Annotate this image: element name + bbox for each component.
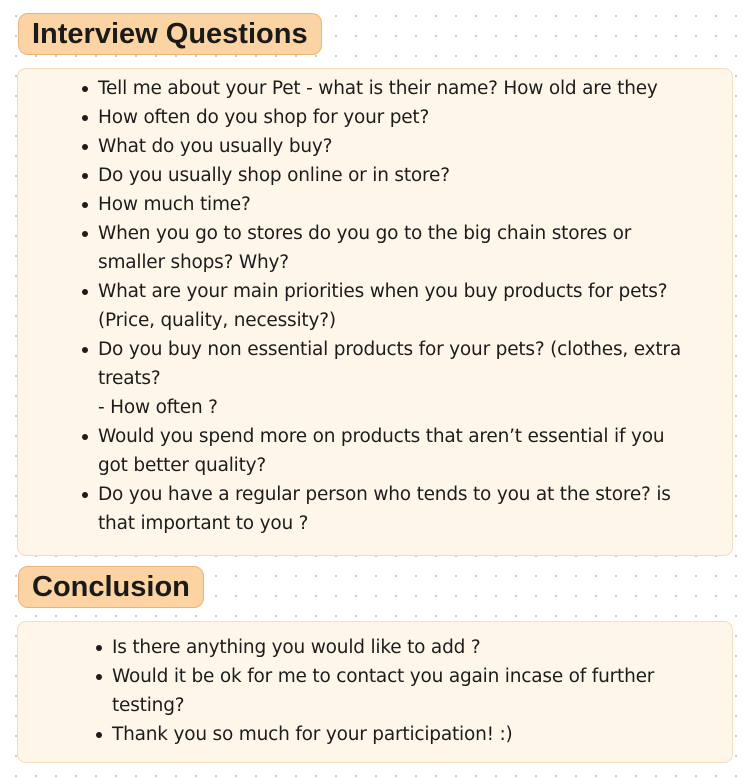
- list-item: [98, 161, 708, 190]
- bullet-icon: [82, 434, 88, 440]
- list-item-text: that important to you ?: [98, 513, 309, 534]
- bullet-icon: [82, 115, 88, 121]
- list-item: [98, 219, 708, 277]
- list-item: [98, 190, 708, 219]
- list-item-text: got better quality?: [98, 455, 267, 476]
- bullet-icon: [82, 492, 88, 498]
- list-item: [112, 662, 702, 720]
- list-item: [98, 277, 708, 335]
- interview-questions-list: [98, 74, 708, 538]
- bullet-icon: [96, 674, 102, 680]
- list-item-text: What do you usually buy?: [98, 136, 333, 157]
- list-item-text: How often do you shop for your pet?: [98, 107, 430, 128]
- conclusion-card: [17, 621, 733, 763]
- interview-questions-card: [17, 68, 733, 556]
- list-item-text: testing?: [112, 695, 185, 716]
- bullet-icon: [82, 231, 88, 237]
- bullet-icon: [82, 173, 88, 179]
- bullet-icon: [82, 289, 88, 295]
- section-title-interview-questions: Interview Questions: [18, 13, 322, 55]
- list-item-text: What are your main priorities when you buy products for pets?: [98, 281, 668, 302]
- list-item: [98, 74, 708, 103]
- list-item: [98, 335, 708, 422]
- conclusion-list: [112, 633, 702, 749]
- list-item: [112, 633, 702, 662]
- list-item-text: Tell me about your Pet - what is their name? How old are they: [98, 78, 658, 99]
- list-item: [112, 720, 702, 749]
- section-title-conclusion: Conclusion: [18, 566, 204, 608]
- list-item-text: - How often ?: [98, 397, 218, 418]
- list-item-text: (Price, quality, necessity?): [98, 310, 336, 331]
- bullet-icon: [96, 732, 102, 738]
- bullet-icon: [82, 202, 88, 208]
- list-item: [98, 132, 708, 161]
- list-item-text: Would it be ok for me to contact you again incase of further: [112, 666, 655, 687]
- list-item-text: treats?: [98, 368, 161, 389]
- list-item: [98, 103, 708, 132]
- bullet-icon: [82, 144, 88, 150]
- list-item-text: smaller shops? Why?: [98, 252, 289, 273]
- list-item-text: Do you buy non essential products for your pets? (clothes, extra: [98, 339, 681, 360]
- list-item-text: Do you usually shop online or in store?: [98, 165, 450, 186]
- list-item: [98, 422, 708, 480]
- list-item-text: Is there anything you would like to add ?: [112, 637, 481, 658]
- list-item-text: Would you spend more on products that aren’t essential if you: [98, 426, 665, 447]
- list-item: [98, 480, 708, 538]
- bullet-icon: [82, 86, 88, 92]
- bullet-icon: [82, 347, 88, 353]
- list-item-text: How much time?: [98, 194, 251, 215]
- list-item-text: Do you have a regular person who tends to you at the store? is: [98, 484, 671, 505]
- list-item-text: When you go to stores do you go to the big chain stores or: [98, 223, 632, 244]
- bullet-icon: [96, 645, 102, 651]
- list-item-text: Thank you so much for your participation! :): [112, 724, 513, 745]
